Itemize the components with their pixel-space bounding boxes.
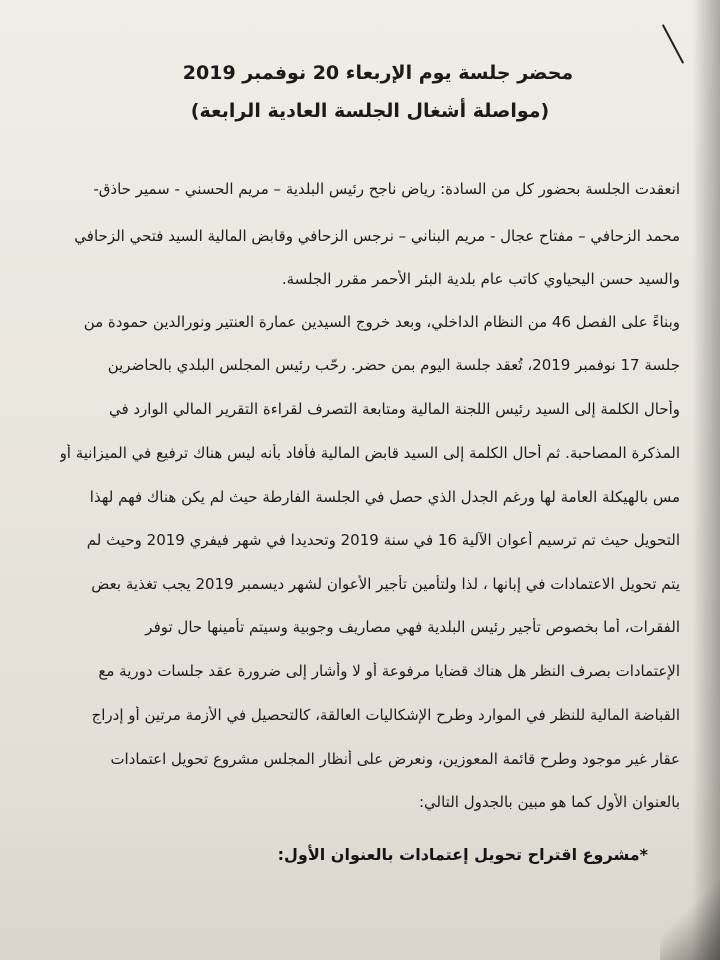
body-line: المذكرة المصاحبة. ثم أحال الكلمة إلى السيد قابض المالية فأفاد بأنه ليس هناك ترفيع في الميزانية أو — [60, 444, 680, 462]
body-line: الإعتمادات بصرف النظر هل هناك قضايا مرفوعة أو لا وأشار إلى ضرورة عقد جلسات دورية مع — [98, 662, 680, 680]
document-title: محضر جلسة يوم الإربعاء 20 نوفمبر 2019 — [182, 62, 574, 84]
section-heading: *مشروع اقتراح تحويل إعتمادات بالعنوان الأول: — [277, 845, 648, 864]
body-line: جلسة 17 نوفمبر 2019، تُعقد جلسة اليوم بمن حضر. رحّب رئيس المجلس البلدي بالحاضرين — [107, 356, 680, 374]
body-line: وبناءً على الفصل 46 من النظام الداخلي، وبعد خروج السيدين عمارة العنتير ونورالدين حمودة من — [83, 313, 680, 331]
page-shadow — [692, 0, 720, 960]
body-line: الفقرات، أما بخصوص تأجير رئيس البلدية فهي مصاريف وجوبية وسيتم تأمينها حال توفر — [145, 618, 680, 636]
body-line: يتم تحويل الاعتمادات في إبانها ، لذا ولتأمين تأجير الأعوان لشهر ديسمبر 2019 يجب تغذية بعض — [91, 575, 680, 593]
pen-mark — [662, 24, 684, 64]
body-line: انعقدت الجلسة بحضور كل من السادة: رياض ناجح رئيس البلدية – مريم الحسني - سمير حاذق- — [93, 180, 680, 198]
body-line: محمد الزحافي – مفتاح عجال - مريم البناني – نرجس الزحافي وقابض المالية السيد فتحي الزحافي — [74, 227, 680, 245]
body-line: القباضة المالية للنظر في الموارد وطرح الإشكاليات العالقة، كالتحصيل في الأزمة مرتين أو إدراج — [91, 706, 680, 724]
body-line: وأحال الكلمة إلى السيد رئيس اللجنة المالية ومتابعة التصرف لقراءة التقرير المالي الوارد في — [108, 400, 680, 418]
body-line: عقار غير موجود وطرح قائمة المعوزين، ونعرض على أنظار المجلس مشروع تحويل اعتمادات — [110, 750, 680, 768]
body-line: التحويل حيث تم ترسيم أعوان الآلية 16 في سنة 2019 وتحديدا في شهر فيفري 2019 وحيث لم — [86, 531, 680, 549]
corner-shadow — [660, 880, 720, 960]
document-subtitle: (مواصلة أشغال الجلسة العادية الرابعة) — [190, 100, 550, 122]
body-line: والسيد حسن اليحياوي كاتب عام بلدية البئر الأحمر مقرر الجلسة. — [281, 270, 680, 288]
body-line: مس بالهيكلة العامة لها ورغم الجدل الذي حصل في الجلسة الفارطة حيث لم يكن هناك فهم لهذا — [89, 488, 680, 506]
body-line: بالعنوان الأول كما هو مبين بالجدول التالي: — [418, 793, 680, 811]
